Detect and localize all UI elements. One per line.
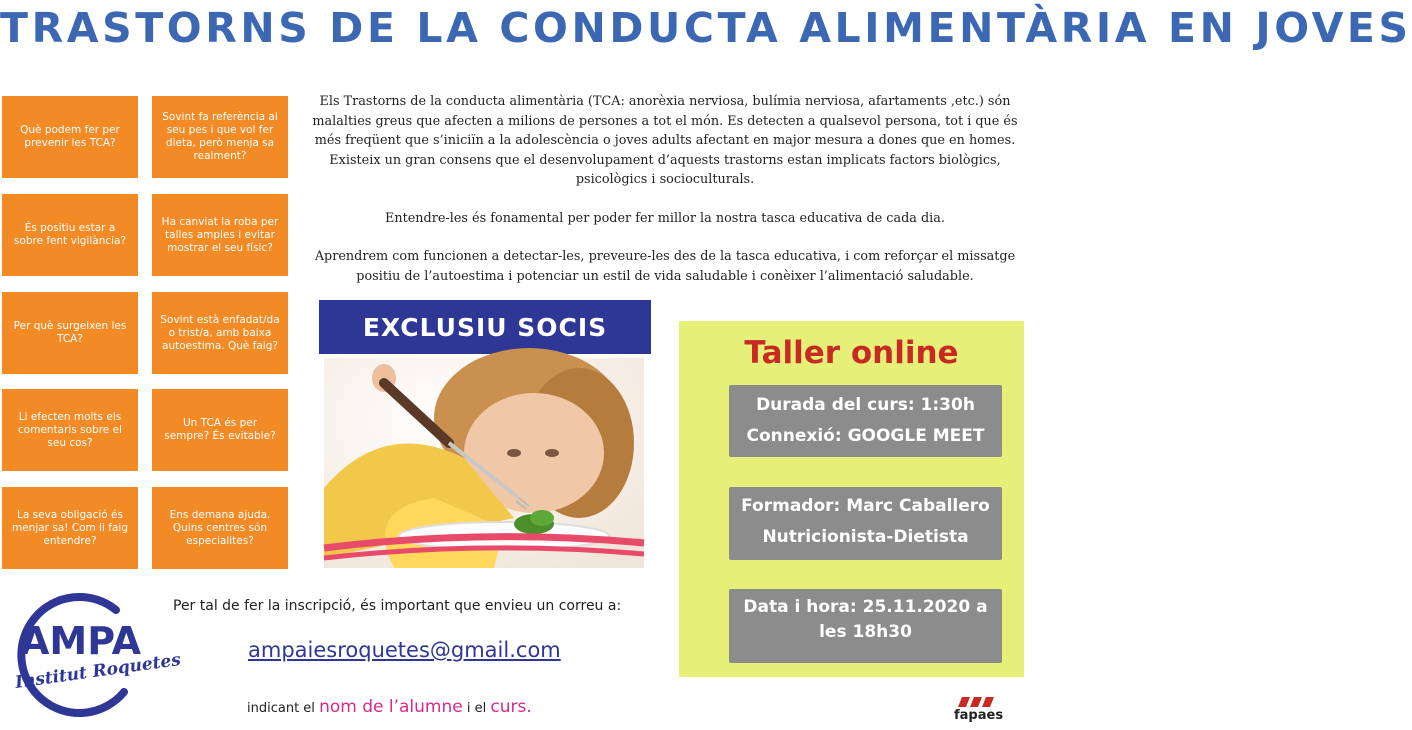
registration-text: Per tal de fer la inscripció, és important que envieu un correu a: bbox=[173, 598, 622, 614]
question-card: Un TCA és per sempre? És evitable? bbox=[152, 389, 288, 471]
workshop-title: Taller online bbox=[744, 335, 959, 371]
workshop-panel bbox=[679, 321, 1024, 677]
logo-sub-text: Institut Roquetes bbox=[13, 649, 183, 693]
question-card: Ha canviat la roba per talles amples i evitar mostrar el seu físic? bbox=[152, 194, 288, 276]
intro-paragraph: Els Trastorns de la conducta alimentària (TCA: anorèxia nerviosa, bulímia nerviosa, afartaments ,etc.) són malalties greus que afecten a milions de persones a tot el món. Es detecten a qualsevol persona, tot i que és més freqüent que s’iniciïn a la adolescència o joves adults afectant en major mesura a dones que en homes. Existeix un gran consens que el desenvolupament d’aquests trastorns estan implicats factors biològics, psicològics i socioculturals. bbox=[312, 94, 1018, 187]
question-card: Què podem fer per prevenir les TCA? bbox=[2, 96, 138, 178]
date-box bbox=[729, 589, 1002, 663]
trainer-role: Nutricionista-Dietista bbox=[762, 527, 969, 547]
question-card: Ens demana ajuda. Quins centres són especialites? bbox=[152, 487, 288, 569]
instructions-line bbox=[247, 697, 532, 717]
fapaes-text: fapaes bbox=[954, 708, 1004, 723]
email-link[interactable]: ampaiesroquetes@gmail.com bbox=[248, 638, 561, 662]
intro-text bbox=[306, 92, 1024, 305]
instructions-prefix: indicant el bbox=[247, 701, 315, 716]
date-text: Data i hora: 25.11.2020 a les 18h30 bbox=[743, 597, 988, 642]
question-card: Per què surgeixen les TCA? bbox=[2, 292, 138, 374]
connection-text: Connexió: GOOGLE MEET bbox=[746, 426, 985, 446]
question-card: Li efecten molts els comentaris sobre el seu cos? bbox=[2, 389, 138, 471]
fapaes-logo bbox=[952, 693, 1016, 725]
question-card: És positiu estar a sobre fent vigilància? bbox=[2, 194, 138, 276]
instructions-middle: i el bbox=[466, 701, 487, 716]
trainer-box bbox=[729, 487, 1002, 560]
girl-with-fork-illustration bbox=[324, 358, 644, 568]
course-highlight: curs. bbox=[490, 697, 532, 717]
question-card: La seva obligació és menjar sa! Com li faig entendre? bbox=[2, 487, 138, 569]
question-card: Sovint està enfadat/da o trist/a, amb baixa autoestima. Què faig? bbox=[152, 292, 288, 374]
duration-box bbox=[729, 385, 1002, 457]
intro-paragraph: Aprendrem com funcionen a detectar-les, preveure-les des de la tasca educativa, i com reforçar el missatge positiu de l’autoestima i potenciar un estil de vida saludable i conèixer l’alimentació saludable. bbox=[314, 249, 1016, 284]
logo-main-text: AMPA bbox=[20, 619, 141, 663]
photo bbox=[324, 358, 644, 568]
intro-paragraph: Entendre-les és fonamental per poder fer millor la nostra tasca educativa de cada dia. bbox=[385, 210, 945, 226]
exclusive-banner: EXCLUSIU SOCIS bbox=[319, 300, 651, 354]
question-card: Sovint fa referència al seu pes i que vol fer dieta, però menja sa realment? bbox=[152, 96, 288, 178]
duration-text: Durada del curs: 1:30h bbox=[756, 395, 975, 415]
trainer-name: Formador: Marc Caballero bbox=[741, 496, 990, 516]
page-title: TRASTORNS DE LA CONDUCTA ALIMENTÀRIA EN JOVES bbox=[0, 4, 1412, 52]
ampa-logo bbox=[4, 592, 183, 718]
student-name-highlight: nom de l’alumne bbox=[319, 697, 463, 717]
